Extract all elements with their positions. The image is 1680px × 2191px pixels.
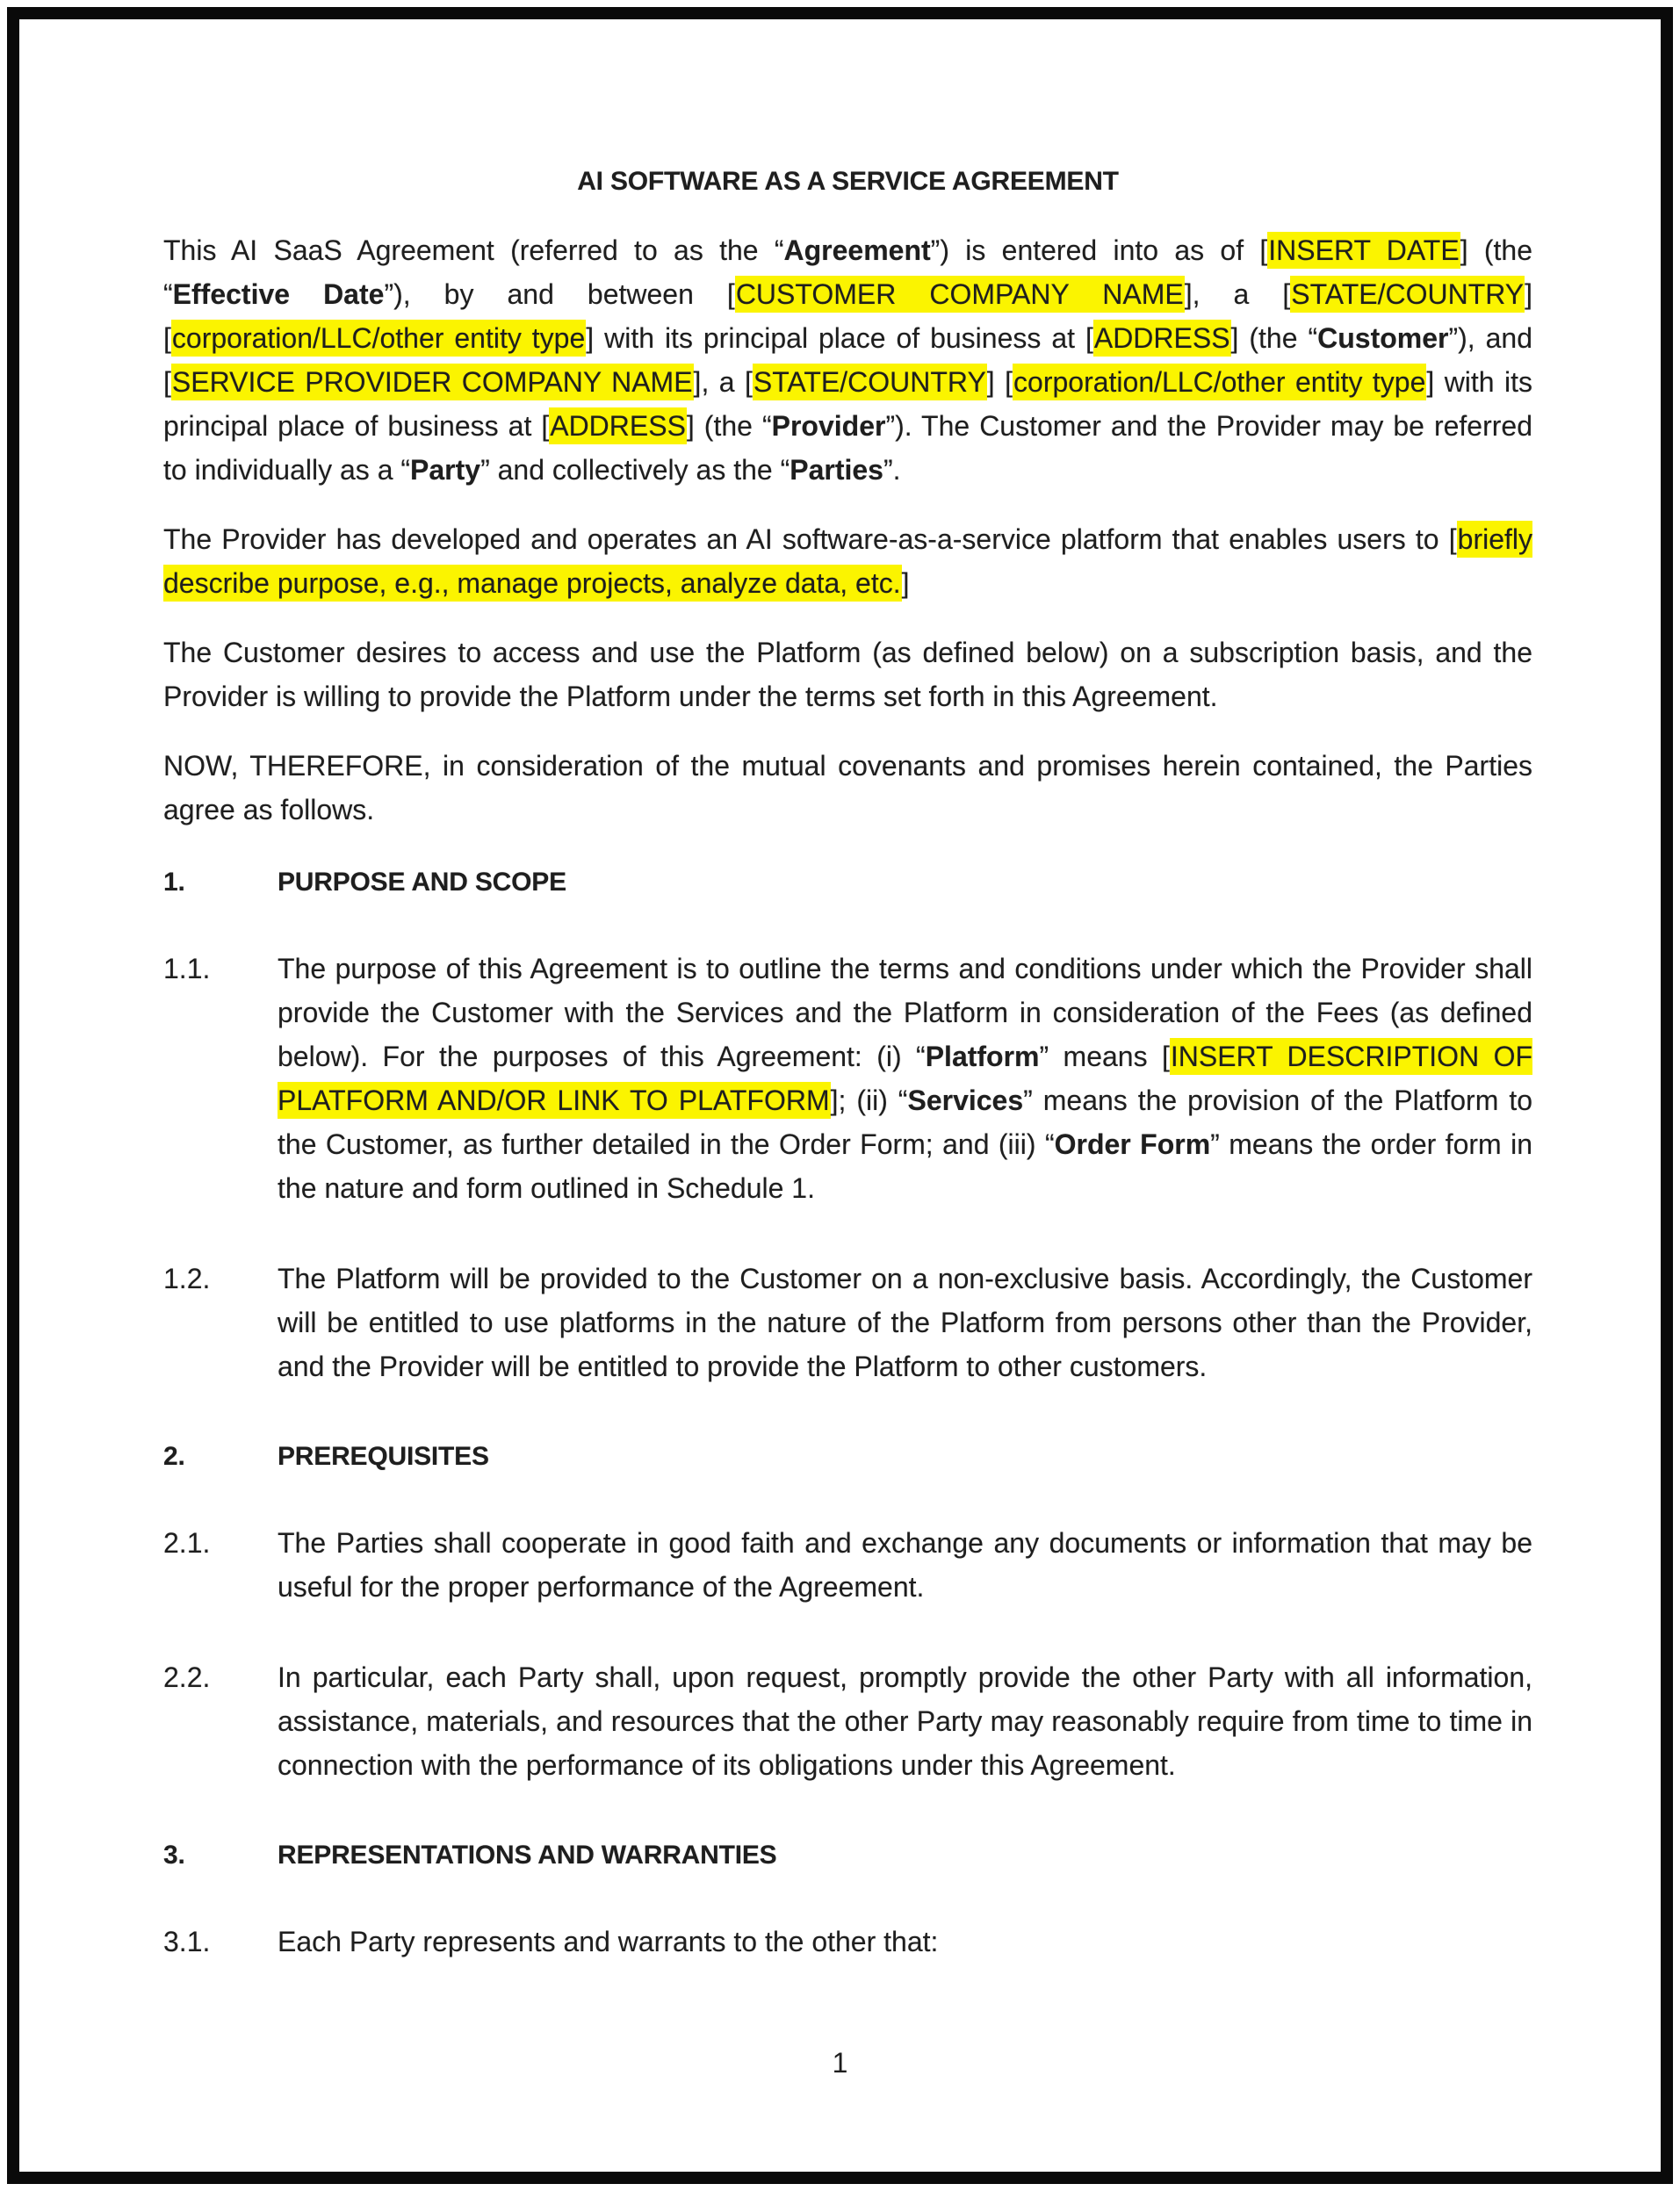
text-run: ”. bbox=[883, 454, 901, 486]
text-run: ] (the “ bbox=[686, 410, 772, 442]
clause-number: 2.2. bbox=[163, 1661, 211, 1693]
highlighted-placeholder: ADDRESS bbox=[1093, 320, 1231, 357]
highlighted-placeholder: corporation/LLC/other entity type bbox=[1013, 364, 1426, 400]
text-run: The Platform will be provided to the Customer on a non-exclusive basis. Accordingly, the Customer will be entitled to use platforms in the nature of the Platform from persons other than the Provider, and the Provider will be entitled to provide the Platform to other customers. bbox=[278, 1263, 1532, 1382]
highlighted-placeholder: corporation/LLC/other entity type bbox=[171, 320, 586, 357]
clause-2-1 bbox=[163, 1521, 1532, 1609]
bold-defined-term: Platform bbox=[925, 1041, 1040, 1072]
bold-defined-term: Services bbox=[907, 1085, 1024, 1116]
text-run: This AI SaaS Agreement (referred to as the “ bbox=[163, 234, 784, 266]
highlighted-placeholder: ADDRESS bbox=[549, 407, 687, 444]
section-number: 3. bbox=[163, 1841, 185, 1870]
text-run: ”) is entered into as of [ bbox=[930, 234, 1268, 266]
section-title: REPRESENTATIONS AND WARRANTIES bbox=[278, 1841, 777, 1870]
text-run: In particular, each Party shall, upon request, promptly provide the other Party with all information, assistance, materials, and resources that the other Party may reasonably require from time to time in connection with the performance of its obligations under this Agreement. bbox=[278, 1661, 1532, 1781]
section-title: PURPOSE AND SCOPE bbox=[278, 868, 566, 897]
text-run: NOW, THEREFORE, in consideration of the mutual covenants and promises herein contained, the Parties agree as follows. bbox=[163, 750, 1532, 825]
document-page bbox=[19, 19, 1661, 2172]
clause-text bbox=[278, 947, 1532, 1210]
section-number: 2. bbox=[163, 1442, 185, 1471]
clause-3-1 bbox=[163, 1920, 1532, 1964]
clause-1-2 bbox=[163, 1257, 1532, 1388]
text-run: ], a [ bbox=[1184, 278, 1291, 310]
text-run: ] [ bbox=[163, 278, 1533, 354]
text-run: ] (the “ bbox=[1230, 322, 1318, 354]
highlighted-placeholder: STATE/COUNTRY bbox=[753, 364, 987, 400]
text-run: ” and collectively as the “ bbox=[480, 454, 790, 486]
highlighted-placeholder: INSERT DESCRIPTION OF PLATFORM AND/OR LINK TO PLATFORM bbox=[278, 1038, 1532, 1119]
text-run: ” means the order form in the nature and form outlined in Schedule 1. bbox=[278, 1128, 1533, 1204]
text-run: The Provider has developed and operates an AI software-as-a-service platform that enables users to [ bbox=[163, 523, 1457, 555]
preamble-parties-paragraph bbox=[163, 228, 1532, 492]
text-run: The Parties shall cooperate in good faith and exchange any documents or information that may be useful for the proper performance of the Agreement. bbox=[278, 1527, 1532, 1603]
highlighted-placeholder: SERVICE PROVIDER COMPANY NAME bbox=[171, 364, 694, 400]
section-number: 1. bbox=[163, 868, 185, 897]
bold-defined-term: Effective Date bbox=[172, 278, 385, 310]
text-run: The Customer desires to access and use the Platform (as defined below) on a subscription basis, and the Provider is willing to provide the Platform under the terms set forth in this Agreement. bbox=[163, 637, 1532, 712]
now-therefore-paragraph bbox=[163, 744, 1532, 832]
bold-defined-term: Customer bbox=[1317, 322, 1449, 354]
highlighted-placeholder: INSERT DATE bbox=[1267, 232, 1460, 269]
text-run: ”), and [ bbox=[163, 322, 1533, 398]
text-run: ] with its principal place of business at [ bbox=[586, 322, 1093, 354]
text-run: ], a [ bbox=[693, 366, 753, 398]
clause-1-1 bbox=[163, 947, 1532, 1210]
clause-text bbox=[278, 1521, 1532, 1609]
page-number: 1 bbox=[832, 2047, 848, 2079]
bold-defined-term: Parties bbox=[790, 454, 883, 486]
text-run: ] bbox=[901, 567, 910, 599]
bold-defined-term: Order Form bbox=[1054, 1128, 1211, 1160]
clause-2-2 bbox=[163, 1655, 1532, 1787]
recital-platform-paragraph bbox=[163, 517, 1532, 605]
bold-defined-term: Party bbox=[410, 454, 481, 486]
recital-subscription-paragraph bbox=[163, 631, 1532, 718]
highlighted-placeholder: CUSTOMER COMPANY NAME bbox=[735, 276, 1185, 313]
section-heading-representations-and-warranties bbox=[163, 1834, 1532, 1877]
text-run: ” means [ bbox=[1039, 1041, 1170, 1072]
bold-defined-term: Provider bbox=[771, 410, 886, 442]
text-run: ”). The Customer and the Provider may be referred to individually as a “ bbox=[163, 410, 1533, 486]
clause-text bbox=[278, 1257, 1532, 1388]
section-title: PREREQUISITES bbox=[278, 1442, 489, 1471]
clause-number: 2.1. bbox=[163, 1527, 211, 1559]
text-run: ]; (ii) “ bbox=[830, 1085, 908, 1116]
text-run: Each Party represents and warrants to the other that: bbox=[278, 1926, 939, 1957]
text-run: ] with its principal place of business at [ bbox=[163, 366, 1533, 442]
page-border-frame bbox=[7, 7, 1673, 2184]
document-body bbox=[163, 228, 1532, 1964]
clause-number: 3.1. bbox=[163, 1926, 211, 1957]
text-run: The purpose of this Agreement is to outline the terms and conditions under which the Provider shall provide the Customer with the Services and the Platform in consideration of the Fees (as defined below). For the purposes of this Agreement: (i) “ bbox=[278, 953, 1532, 1072]
clause-text bbox=[278, 1920, 1532, 1964]
text-run: ” means the provision of the Platform to the Customer, as further detailed in the Order Form; and (iii) “ bbox=[278, 1085, 1533, 1160]
clause-number: 1.2. bbox=[163, 1263, 211, 1294]
highlighted-placeholder: briefly describe purpose, e.g., manage projects, analyze data, etc. bbox=[163, 521, 1532, 602]
text-run: ”), by and between [ bbox=[384, 278, 735, 310]
clause-number: 1.1. bbox=[163, 953, 211, 984]
section-heading-prerequisites bbox=[163, 1435, 1532, 1479]
bold-defined-term: Agreement bbox=[783, 234, 931, 266]
clause-text bbox=[278, 1655, 1532, 1787]
text-run: ] (the “ bbox=[163, 234, 1533, 310]
highlighted-placeholder: STATE/COUNTRY bbox=[1290, 276, 1525, 313]
document-title: AI SOFTWARE AS A SERVICE AGREEMENT bbox=[577, 167, 1119, 196]
text-run: ] [ bbox=[986, 366, 1013, 398]
section-heading-purpose-and-scope bbox=[163, 861, 1532, 905]
